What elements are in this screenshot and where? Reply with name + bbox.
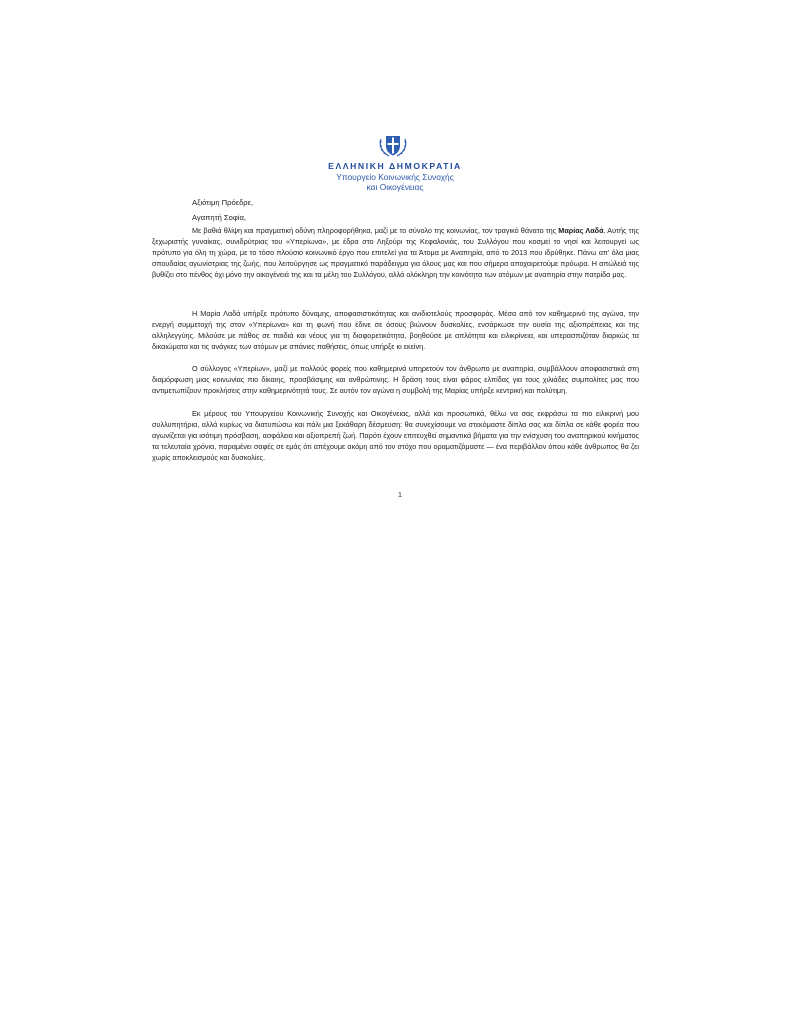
page-number: 1: [397, 490, 403, 499]
paragraph-1: [152, 226, 639, 281]
paragraph-1-text-a: Με βαθιά θλίψη και πραγματική οδύνη πληροφορήθηκα, μαζί με το σύνολο της κοινωνίας, τον τραγικό θάνατο της: [192, 226, 559, 235]
paragraph-3: Ο σύλλογος «Υπερίων», μαζί με πολλούς φορείς που καθημερινά υπηρετούν τον άνθρωπο με αναπηρία, συμβάλλουν αποφασιστικά στη διαμόρφωση μιας κοινωνίας πιο δίκαιης, προσβάσιμης και ανθρώπινης. Η δράση τους είναι φάρος ελπίδας για τους χιλιάδες συμπολίτες μας που αντιμετωπίζουν προκλήσεις στην καθημερινότητά τους. Σε αυτόν τον αγώνα η συμβολή της Μαρίας υπήρξε κεντρική και πολύτιμη.: [152, 364, 639, 395]
paragraph-4: Εκ μέρους του Υπουργείου Κοινωνικής Συνοχής και Οικογένειας, αλλά και προσωπικά, θέλω να σας εκφράσω τα πιο ειλικρινή μου συλλυπητήρια, αλλά κυρίως να διατυπώσω και πάλι μια ξεκάθαρη δέσμευση: θα συνεχίσουμε να στεκόμαστε δίπλα σας και δίπλα σε κάθε φορέα που αγωνίζεται για ισότιμη πρόσβαση, ασφάλεια και αξιοπρεπή ζωή. Παρότι έχουν επιτευχθεί σημαντικά βήματα για την ενίσχυση του αναπηρικού κινήματος τα τελευταία χρόνια, παραμένει σαφές σε εμάς ότι απέχουμε ακόμη από τον στόχο που οραματιζόμαστε — ένα περιβάλλον όπου κάθε άνθρωπος θα ζει χωρίς αποκλεισμούς και δυσκολίες.: [152, 409, 639, 462]
greeting-line-1: Αξιότιμη Πρόεδρε,: [192, 198, 254, 207]
ministry-name-line2: και Οικογένειας: [366, 182, 424, 192]
paragraph-1-text-b: . Αυτής της ξεχωριστής γυναίκας, συνιδρύτριας του «Υπερίωνα», με έδρα στο Ληξούρι της Κεφαλονιάς, του Συλλόγου που κοσμεί το νησί και λειτουργεί ως πρότυπο για όλη τη χώρα, με το τόσο πλούσιο κοινωνικό έργο που επιτελεί για τα Άτομα με Αναπηρία, από το 2013 που ιδρύθηκε. Πάνω απ' όλα μιας σπουδαίας αγωνίστριας της ζωής, που λειτούργησε ως πραγματικό παράδειγμα για όλους μας και που σήμερα αποχαιρετούμε πρόωρα. Η απώλειά της βυθίζει στο πένθος όχι μόνο την οικογένειά της και τα μέλη του Συλλόγου, αλλά ολόκληρη την κοινότητα των ατόμων με αναπηρία στην πατρίδα μας.: [152, 226, 639, 279]
republic-heading: ΕΛΛΗΝΙΚΗ ΔΗΜΟΚΡΑΤΙΑ: [328, 161, 462, 171]
greek-coat-of-arms-icon: [377, 134, 409, 158]
ministry-name-line1: Υπουργείο Κοινωνικής Συνοχής: [336, 172, 454, 182]
greeting-line-2: Αγαπητή Σοφία,: [192, 213, 246, 222]
deceased-name: Μαρίας Λαδά: [558, 226, 604, 235]
paragraph-2: Η Μαρία Λαδά υπήρξε πρότυπο δύναμης, αποφασιστικότητας και ανιδιοτελούς προσφοράς. Μέσα από τον καθημερινό της αγώνα, την ενεργή συμμετοχή της στον «Υπερίωνα» και τη φωνή που έδινε σε όσους βιώνουν δυσκολίες, ενσάρκωσε την ουσία της αξιοπρέπειας και της αλληλεγγύης. Μιλούσε με πάθος σε παιδιά και νέους για τη διαφορετικότητα, βοηθούσε με απλότητα και ειλικρίνεια, και υπερασπιζόταν διαρκώς τα δικαιώματα και τις ανάγκες των ατόμων με σπάνιες παθήσεις, όπως υπήρξε κι εκείνη.: [152, 309, 639, 351]
